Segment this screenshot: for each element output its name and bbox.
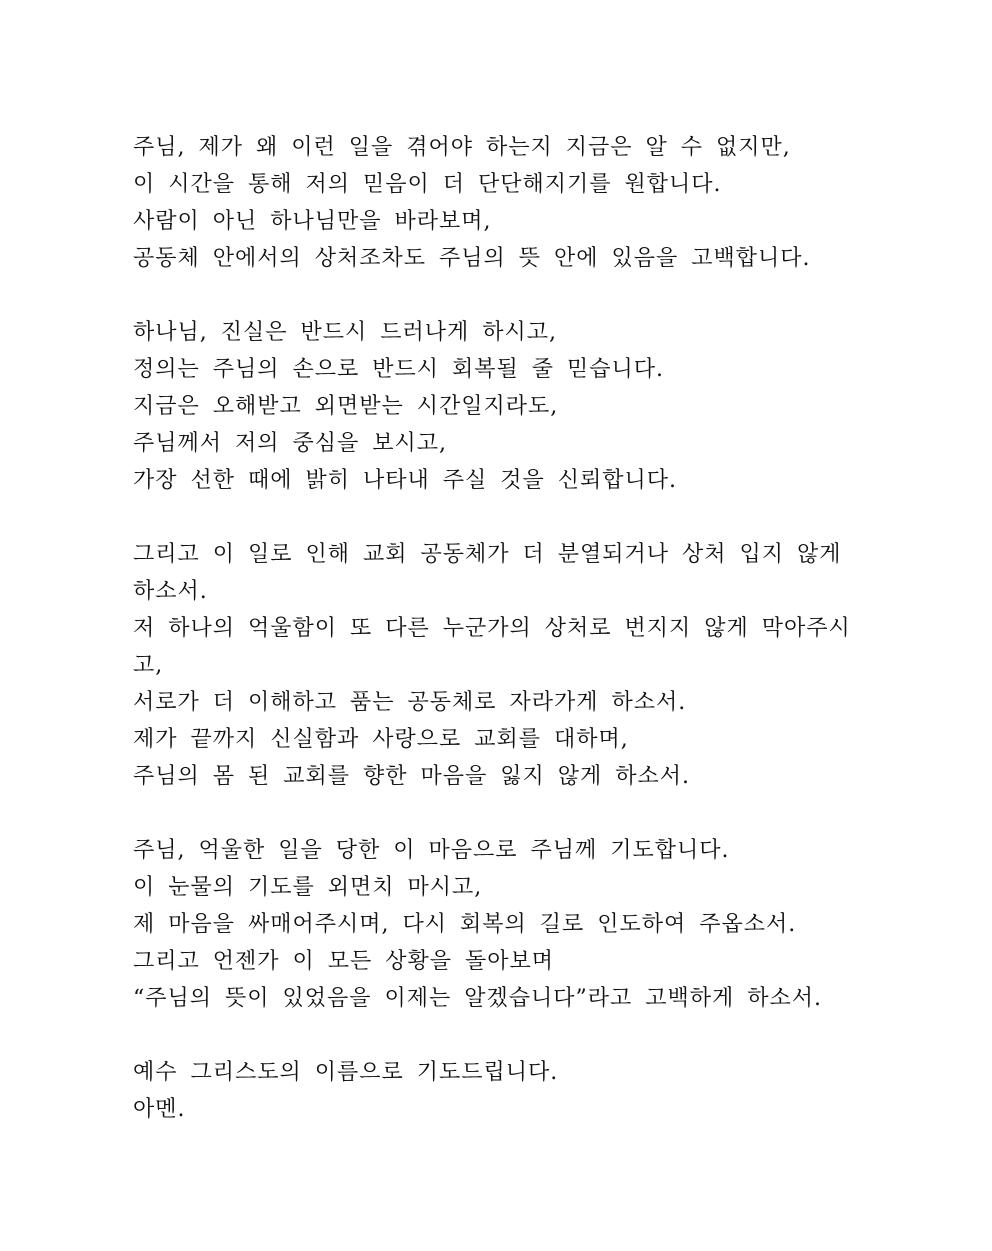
- text-line: “주님의 뜻이 있었음을 이제는 알겠습니다”라고 고백하게 하소서.: [133, 986, 823, 1011]
- text-line: 정의는 주님의 손으로 반드시 회복될 줄 믿습니다.: [133, 357, 664, 382]
- text-line: 하소서.: [133, 579, 208, 604]
- document-body: [133, 129, 863, 1165]
- paragraph-4: [133, 832, 863, 1017]
- text-line: 고,: [133, 653, 164, 678]
- paragraph-2: [133, 314, 863, 499]
- paragraph-3: [133, 536, 863, 795]
- text-line: 아멘.: [133, 1097, 186, 1122]
- text-line: 주님께서 저의 중심을 보시고,: [133, 431, 447, 456]
- text-line: 하나님, 진실은 반드시 드러나게 하시고,: [133, 320, 557, 345]
- text-line: 주님, 억울한 일을 당한 이 마음으로 주님께 기도합니다.: [133, 838, 730, 863]
- text-line: 그리고 언젠가 이 모든 상황을 돌아보며: [133, 949, 554, 974]
- text-line: 예수 그리스도의 이름으로 기도드립니다.: [133, 1060, 559, 1085]
- text-line: 이 시간을 통해 저의 믿음이 더 단단해지기를 원합니다.: [133, 172, 722, 197]
- text-line: 서로가 더 이해하고 품는 공동체로 자라가게 하소서.: [133, 690, 687, 715]
- text-line: 이 눈물의 기도를 외면치 마시고,: [133, 875, 483, 900]
- text-line: 주님의 몸 된 교회를 향한 마음을 잃지 않게 하소서.: [133, 764, 690, 789]
- text-line: 제가 끝까지 신실함과 사랑으로 교회를 대하며,: [133, 727, 629, 752]
- text-line: 주님, 제가 왜 이런 일을 겪어야 하는지 지금은 알 수 없지만,: [133, 135, 791, 160]
- paragraph-5: [133, 1054, 863, 1128]
- text-line: 사람이 아닌 하나님만을 바라보며,: [133, 209, 492, 234]
- text-line: 지금은 오해받고 외면받는 시간일지라도,: [133, 394, 559, 419]
- text-line: 제 마음을 싸매어주시며, 다시 회복의 길로 인도하여 주옵소서.: [133, 912, 797, 937]
- text-line: 그리고 이 일로 인해 교회 공동체가 더 분열되거나 상처 입지 않게: [133, 542, 842, 567]
- text-line: 공동체 안에서의 상처조차도 주님의 뜻 안에 있음을 고백합니다.: [133, 246, 811, 271]
- paragraph-1: [133, 129, 863, 277]
- text-line: 저 하나의 억울함이 또 다른 누군가의 상처로 번지지 않게 막아주시: [133, 616, 851, 641]
- text-line: 가장 선한 때에 밝히 나타내 주실 것을 신뢰합니다.: [133, 468, 677, 493]
